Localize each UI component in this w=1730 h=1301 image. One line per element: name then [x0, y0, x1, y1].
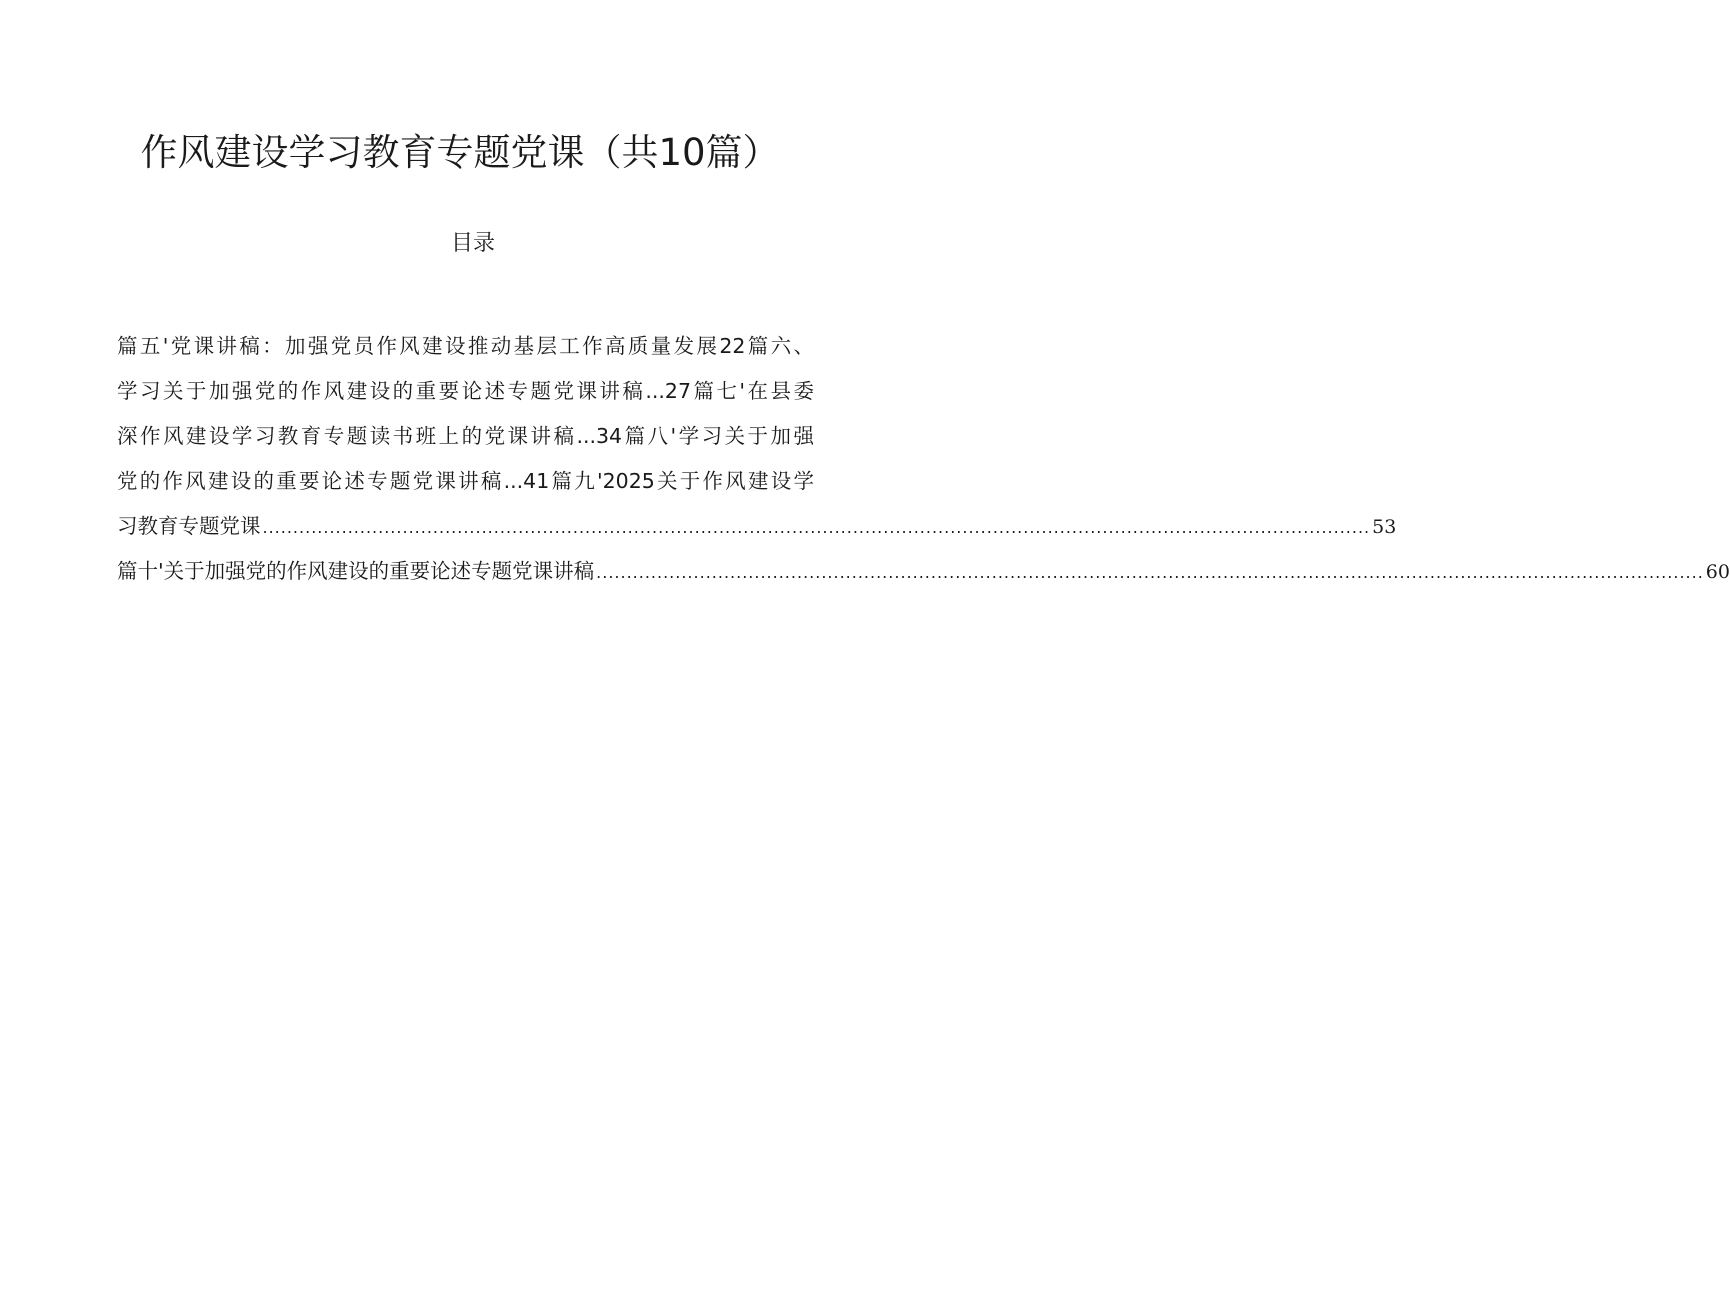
toc-page-number: 60: [1705, 561, 1730, 583]
toc-line-text: 党的作风建设的重要论述专题党课讲稿...41篇九'2025关于作风建设学: [117, 469, 814, 493]
toc-line-text: 篇五'党课讲稿：加强党员作风建设推动基层工作高质量发展22篇六、: [117, 334, 814, 358]
toc-entry[interactable]: [117, 504, 1397, 549]
toc-leader-dots: ......................................................................................................................................................................................: [596, 563, 1704, 582]
toc-line[interactable]: [117, 324, 814, 369]
toc-line[interactable]: [117, 459, 814, 504]
toc-line-text: 学习关于加强党的作风建设的重要论述专题党课讲稿...27篇七'在县委: [117, 379, 814, 403]
document-title: 作风建设学习教育专题党课（共10篇）: [140, 131, 780, 174]
toc-leader-dots: ......................................................................................................................................................................................: [262, 518, 1371, 537]
toc-entry[interactable]: [117, 549, 1730, 594]
toc-line[interactable]: [117, 414, 814, 459]
table-of-contents: [117, 324, 1730, 594]
toc-line[interactable]: [117, 369, 814, 414]
toc-heading: 目录: [450, 231, 495, 256]
toc-entry-text: 习教育专题党课: [117, 514, 261, 538]
toc-line-text: 深作风建设学习教育专题读书班上的党课讲稿...34篇八'学习关于加强: [117, 424, 814, 448]
toc-page-number: 53: [1372, 516, 1397, 538]
toc-entry-text: 篇十'关于加强党的作风建设的重要论述专题党课讲稿: [117, 559, 595, 583]
